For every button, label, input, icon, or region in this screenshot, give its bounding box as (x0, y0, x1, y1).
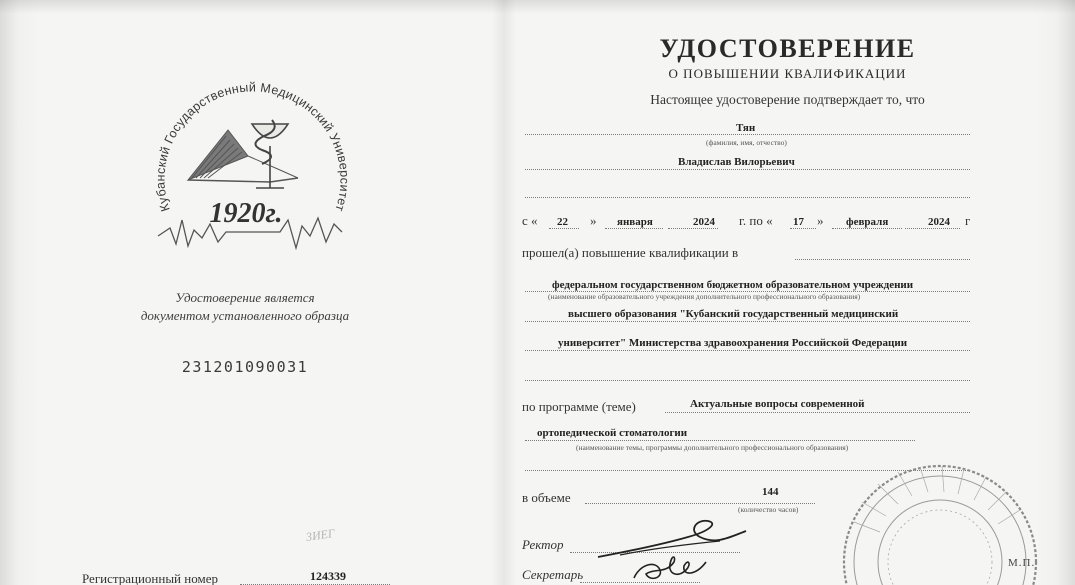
volume-label: в объеме (522, 490, 571, 505)
document-title: УДОСТОВЕРЕНИЕ (659, 34, 916, 63)
to-month: февраля (846, 216, 889, 228)
institution-line-2-rule (525, 321, 970, 322)
program-line-1-rule (665, 412, 970, 413)
from-day: 22 (557, 216, 568, 228)
name-line (525, 169, 970, 170)
to-month-line (832, 228, 902, 229)
document-subtitle: О ПОВЫШЕНИИ КВАЛИФИКАЦИИ (668, 66, 907, 81)
surname-value: Тян (736, 122, 756, 134)
program-line-1: Актуальные вопросы современной (690, 398, 865, 410)
svg-text:Кубанский Государственный Меди (153, 80, 351, 213)
volume-value: 144 (762, 486, 779, 498)
registration-label: Регистрационный номер (82, 571, 218, 585)
stamp-placement-mark: М.П. (1008, 557, 1036, 569)
name-caption: (фамилия, имя, отчество) (706, 138, 787, 147)
secretary-signature (630, 548, 720, 585)
date-to-label: г. по « (739, 213, 773, 228)
passed-line (795, 259, 970, 260)
note-line-1: Удостоверение является (175, 290, 315, 305)
serial-number: 231201090031 (181, 358, 309, 376)
institution-line-3: университет" Министерства здравоохранения Российской Федерации (558, 337, 908, 349)
from-month-line (605, 228, 663, 229)
scan-edge-shadow (0, 0, 1075, 14)
program-caption: (наименование темы, программы дополнительного профессионального образования) (576, 443, 849, 452)
year-suffix: г (965, 213, 971, 228)
handwritten-mark: 3ИЕГ (305, 526, 336, 544)
confirm-text: Настоящее удостоверение подтверждает то, что (650, 92, 925, 107)
emblem-ring-text: Кубанский Государственный Медицинский Университет (153, 80, 352, 214)
university-emblem (130, 60, 370, 270)
book-icon (188, 130, 298, 182)
page-fold (492, 0, 516, 585)
to-year: 2024 (928, 216, 950, 228)
blank-line-2 (525, 380, 970, 381)
bowl-of-hygieia-icon (252, 120, 288, 188)
rector-label: Ректор (522, 537, 564, 552)
date-from-label: с « (522, 213, 538, 228)
from-month: января (617, 216, 653, 228)
note-line-2: документом установленного образца (140, 308, 350, 323)
institution-line-1: федеральном государственном бюджетном образовательном учреждении (552, 279, 914, 291)
to-day-close: » (817, 213, 824, 228)
volume-line (585, 503, 815, 504)
from-year: 2024 (693, 216, 715, 228)
passed-label: прошел(а) повышение квалификации в (522, 245, 739, 260)
blank-line-1 (525, 197, 970, 198)
program-line-2-rule (525, 440, 915, 441)
surname-line (525, 134, 970, 135)
program-label: по программе (теме) (522, 399, 636, 414)
registration-number: 124339 (310, 569, 346, 583)
program-line-2: ортопедической стоматологии (537, 427, 688, 439)
institution-caption: (наименование образовательного учреждения дополнительного профессионального образования) (548, 292, 861, 301)
to-year-line (905, 228, 960, 229)
from-day-line (549, 228, 579, 229)
from-day-close: » (590, 213, 597, 228)
institution-line-2: высшего образования "Кубанский государственный медицинский (568, 308, 899, 320)
secretary-label: Секретарь (522, 567, 584, 582)
volume-caption: (количество часов) (738, 505, 799, 514)
name-patronymic-value: Владислав Вилорьевич (678, 156, 795, 168)
to-day: 17 (793, 216, 804, 228)
to-day-line (790, 228, 816, 229)
institution-line-3-rule (525, 350, 970, 351)
emblem-year: 1920г. (209, 198, 283, 229)
from-year-line (668, 228, 718, 229)
